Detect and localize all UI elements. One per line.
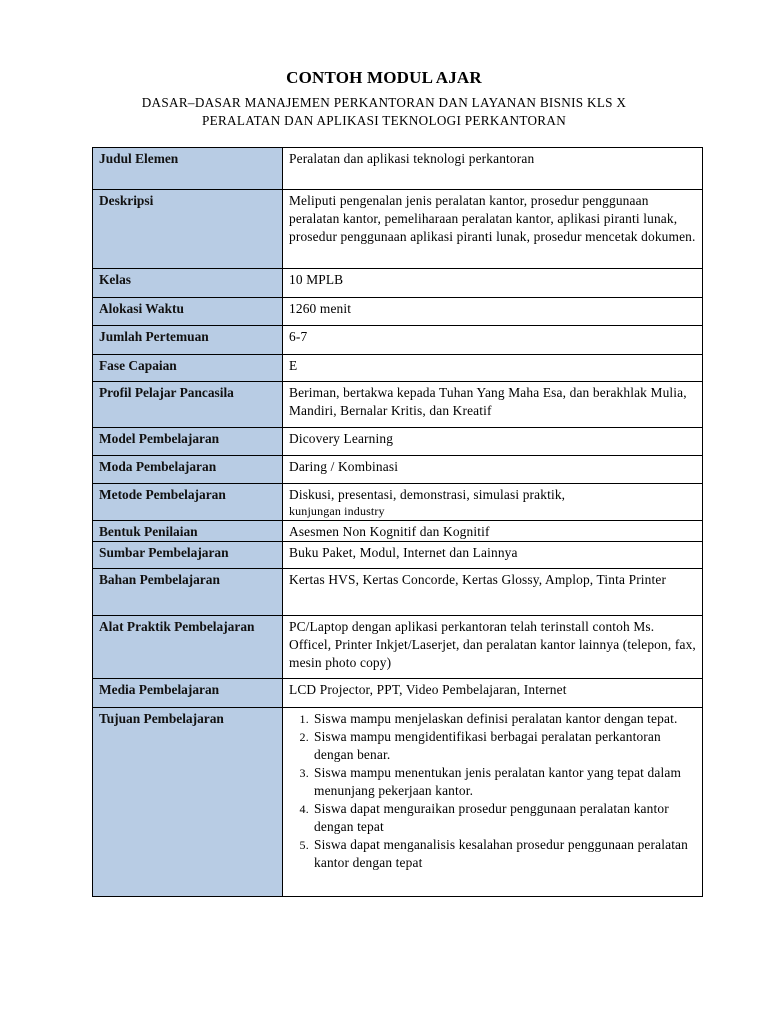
learning-goal-item: 3. Siswa mampu menentukan jenis peralatan kantor yang tepat dalam menunjang pekerjaan kantor. (312, 764, 696, 800)
row-label: Moda Pembelajaran (93, 456, 283, 484)
row-value: E (283, 355, 703, 382)
row-value: PC/Laptop dengan aplikasi perkantoran telah terinstall contoh Ms. Officel, Printer Inkjet/Laserjet, dan peralatan kantor lainnya (telepon, fax, mesin photo copy) (283, 616, 703, 679)
document-subtitle-line1: DASAR–DASAR MANAJEMEN PERKANTORAN DAN LAYANAN BISNIS KLS X (141, 95, 627, 110)
table-row-profil-pelajar (93, 382, 703, 428)
row-value (283, 708, 703, 897)
table-row-alokasi-waktu (93, 298, 703, 326)
table-row-kelas (93, 269, 703, 298)
table-row-metode-pembelajaran (93, 484, 703, 521)
row-label: Profil Pelajar Pancasila (93, 382, 283, 428)
row-value: Kertas HVS, Kertas Concorde, Kertas Glossy, Amplop, Tinta Printer (283, 569, 703, 616)
table-row-bahan-pembelajaran (93, 569, 703, 616)
table-row-bentuk-penilaian (93, 521, 703, 542)
row-value: Asesmen Non Kognitif dan Kognitif (283, 521, 703, 542)
table-row-moda-pembelajaran (93, 456, 703, 484)
row-label: Alokasi Waktu (93, 298, 283, 326)
row-label: Kelas (93, 269, 283, 298)
row-label: Sumbar Pembelajaran (93, 542, 283, 569)
row-label: Bentuk Penilaian (93, 521, 283, 542)
row-label: Model Pembelajaran (93, 428, 283, 456)
learning-goal-item: 2. Siswa mampu mengidentifikasi berbagai peralatan perkantoran dengan benar. (312, 728, 696, 764)
table-row-sumber-pembelajaran (93, 542, 703, 569)
row-value (283, 484, 703, 521)
row-value: Buku Paket, Modul, Internet dan Lainnya (283, 542, 703, 569)
row-label: Tujuan Pembelajaran (93, 708, 283, 897)
learning-goal-item: 5. Siswa dapat menganalisis kesalahan prosedur penggunaan peralatan kantor dengan tepat (312, 836, 696, 872)
document-title: CONTOH MODUL AJAR (286, 68, 482, 87)
learning-goal-item: 1. Siswa mampu menjelaskan definisi peralatan kantor dengan tepat. (312, 710, 696, 728)
learning-goals-list (289, 710, 696, 872)
table-row-model-pembelajaran (93, 428, 703, 456)
table-row-tujuan-pembelajaran (93, 708, 703, 897)
table-row-fase-capaian (93, 355, 703, 382)
row-label: Metode Pembelajaran (93, 484, 283, 521)
row-value: 1260 menit (283, 298, 703, 326)
row-label: Bahan Pembelajaran (93, 569, 283, 616)
table-row-deskripsi (93, 190, 703, 269)
table-row-media-pembelajaran (93, 679, 703, 708)
row-value: Beriman, bertakwa kepada Tuhan Yang Maha Esa, dan berakhlak Mulia, Mandiri, Bernalar Kritis, dan Kreatif (283, 382, 703, 428)
row-value: Daring / Kombinasi (283, 456, 703, 484)
row-label: Fase Capaian (93, 355, 283, 382)
row-value-line: Diskusi, presentasi, demonstrasi, simulasi praktik, (289, 487, 566, 502)
module-table (92, 147, 703, 897)
row-label: Media Pembelajaran (93, 679, 283, 708)
row-value-line-small: kunjungan industry (289, 504, 385, 518)
row-value: LCD Projector, PPT, Video Pembelajaran, Internet (283, 679, 703, 708)
table-row-alat-praktik (93, 616, 703, 679)
document-subtitle-line2: PERALATAN DAN APLIKASI TEKNOLOGI PERKANTORAN (201, 113, 567, 128)
table-row-jumlah-pertemuan (93, 326, 703, 355)
row-value: 6-7 (283, 326, 703, 355)
row-label: Judul Elemen (93, 148, 283, 190)
row-value: Peralatan dan aplikasi teknologi perkantoran (283, 148, 703, 190)
row-label: Jumlah Pertemuan (93, 326, 283, 355)
row-label: Deskripsi (93, 190, 283, 269)
row-value: Dicovery Learning (283, 428, 703, 456)
row-value: Meliputi pengenalan jenis peralatan kantor, prosedur penggunaan peralatan kantor, pemeliharaan peralatan kantor, aplikasi piranti lunak, prosedur penggunaan aplikasi piranti lunak, prosedur mencetak dokumen. (283, 190, 703, 269)
table-row-judul-elemen (93, 148, 703, 190)
row-value: 10 MPLB (283, 269, 703, 298)
learning-goal-item: 4. Siswa dapat menguraikan prosedur penggunaan peralatan kantor dengan tepat (312, 800, 696, 836)
row-label: Alat Praktik Pembelajaran (93, 616, 283, 679)
